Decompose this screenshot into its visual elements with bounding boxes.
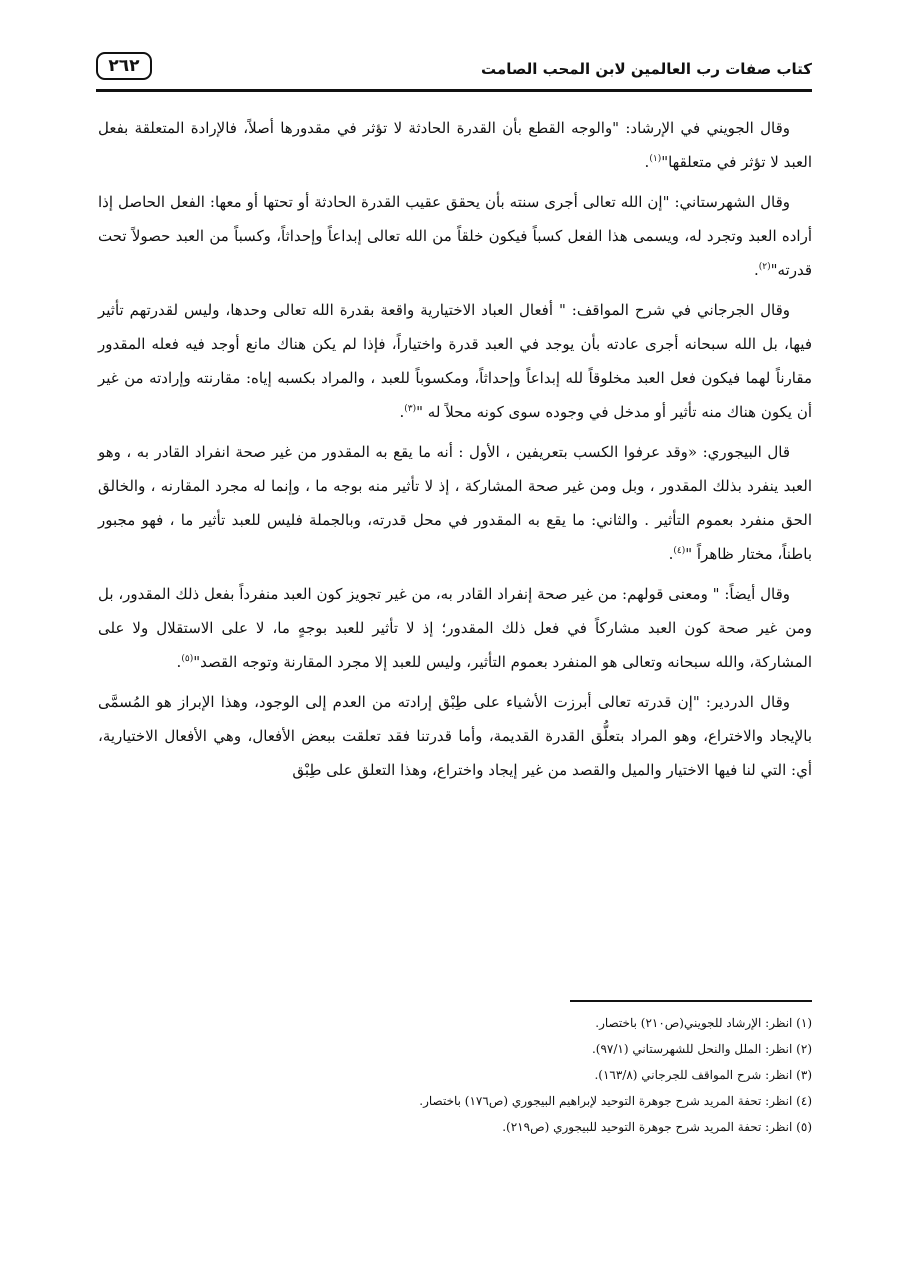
footnote-item: (١) انظر: الإرشاد للجويني(ص٢١٠) باختصار. (595, 1016, 812, 1030)
paragraph-jurjani: وقال الجرجاني في شرح المواقف: " أفعال العباد الاختيارية واقعة بقدرة الله تعالى وحدها، وليس لقدرتهم تأثير فيها، بل الله سبحانه أجرى عادته بأن يوجد في العبد قدرة واختياراً، فإذا لم يكن هناك مانع أوجد فيه فعله المقدور مقارناً لهما فيكون فعل العبد مخلوقاً لله إبداعاً وإحداثاً، ومكسوباً للعبد ، والمراد بكسبه إياه: مقارنته وإرادته من غير أن يكون هناك منه تأثير أو مدخل في وجوده سوى كونه محلاً له "$^{(٣)}$. (98, 301, 812, 421)
footnote-ref: (٤) (673, 546, 686, 556)
footnote-item: (٤) انظر: تحفة المريد شرح جوهرة التوحيد لإبراهيم البيجوري (ص١٧٦) باختصار. (419, 1094, 812, 1108)
footnote-ref: (٣) (404, 404, 417, 414)
footnotes (98, 1010, 812, 1140)
footnote-item: (٢) انظر: الملل والنحل للشهرستاني (٩٧/١). (591, 1042, 812, 1056)
paragraph-bayjuri: قال البيجوري: «وقد عرفوا الكسب بتعريفين ، الأول : أنه ما يقع به المقدور من غير صحة انفراد القادر به ، وهو العبد ينفرد بذلك المقدور ، وبل ومن غير صحة المشاركة ، إذ لا تأثير منه بوجه ما ، وإنما له مجرد المقارنه ، والخالق الحق منفرد بعموم التأثير . والثاني: ما يقع به المقدور في محل قدرته، وبالجملة فليس للعبد تأثير ما ، فهو مجبور باطناً، مختار ظاهراً "$^{(٤)}$. (98, 443, 812, 563)
main-text (98, 111, 812, 793)
paragraph-shahrastani: وقال الشهرستاني: "إن الله تعالى أجرى سنته بأن يحقق عقيب القدرة الحادثة أو تحتها أو معها: الفعل الحاصل إذا أراده العبد وتجرد له، ويسمى هذا الفعل كسباً فيكون خلقاً من الله تعالى إبداعاً وإحداثاً، وكسباً من العبد حصولاً تحت قدرته"$^{(٢)}$. (98, 193, 812, 279)
footnote-item: (٥) انظر: تحفة المريد شرح جوهرة التوحيد للبيجوري (ص٢١٩). (502, 1120, 812, 1134)
footnote-ref: (٢) (758, 262, 771, 272)
page-header (96, 52, 812, 88)
paragraph-juwayni: وقال الجويني في الإرشاد: "والوجه القطع بأن القدرة الحادثة لا تؤثر في مقدورها أصلاً، فالإرادة المتعلقة بفعل العبد لا تؤثر في متعلقها"$^{(١)}$. (98, 119, 812, 171)
paragraph-bayjuri-2: وقال أيضاً: " ومعنى قولهم: من غير صحة إنفراد القادر به، من غير تجويز كون العبد منفرداً بفعل ذلك المقدور، بل ومن غير صحة كون العبد مشاركاً في فعل ذلك المقدور؛ إذ لا تأثير للعبد بوجهٍ ما، لا على الاستقلال ولا على المشاركة، والله سبحانه وتعالى هو المنفرد بعموم التأثير، وليس للعبد إلا مجرد المقارنة وتوجه القصد"$^{(٥)}$. (98, 585, 812, 671)
footnote-item: (٣) انظر: شرح المواقف للجرجاني (١٦٣/٨). (594, 1068, 812, 1082)
page-number: ٢٦٢ (96, 52, 152, 80)
footnote-ref: (١) (649, 154, 662, 164)
book-title: كتاب صفات رب العالمين لابن المحب الصامت (481, 60, 812, 78)
header-rule (96, 89, 812, 92)
footnote-ref: (٥) (181, 654, 194, 664)
paragraph-dardir: وقال الدردير: "إن قدرته تعالى أبرزت الأشياء على طِبْق إرادته من العدم إلى الوجود، وهذا الإبراز هو المُسمَّى بالإيجاد والاختراع، وهو المراد بتعلُّق القدرة القديمة، وأما قدرتنا فقد تعلقت ببعض الأفعال، وهي الأفعال الاختيارية، أي: التي لنا فيها الاختيار والميل والقصد من غير إيجاد واختراع، وهذا التعلق على طِبْق (98, 693, 812, 779)
footnote-separator (570, 1000, 812, 1002)
